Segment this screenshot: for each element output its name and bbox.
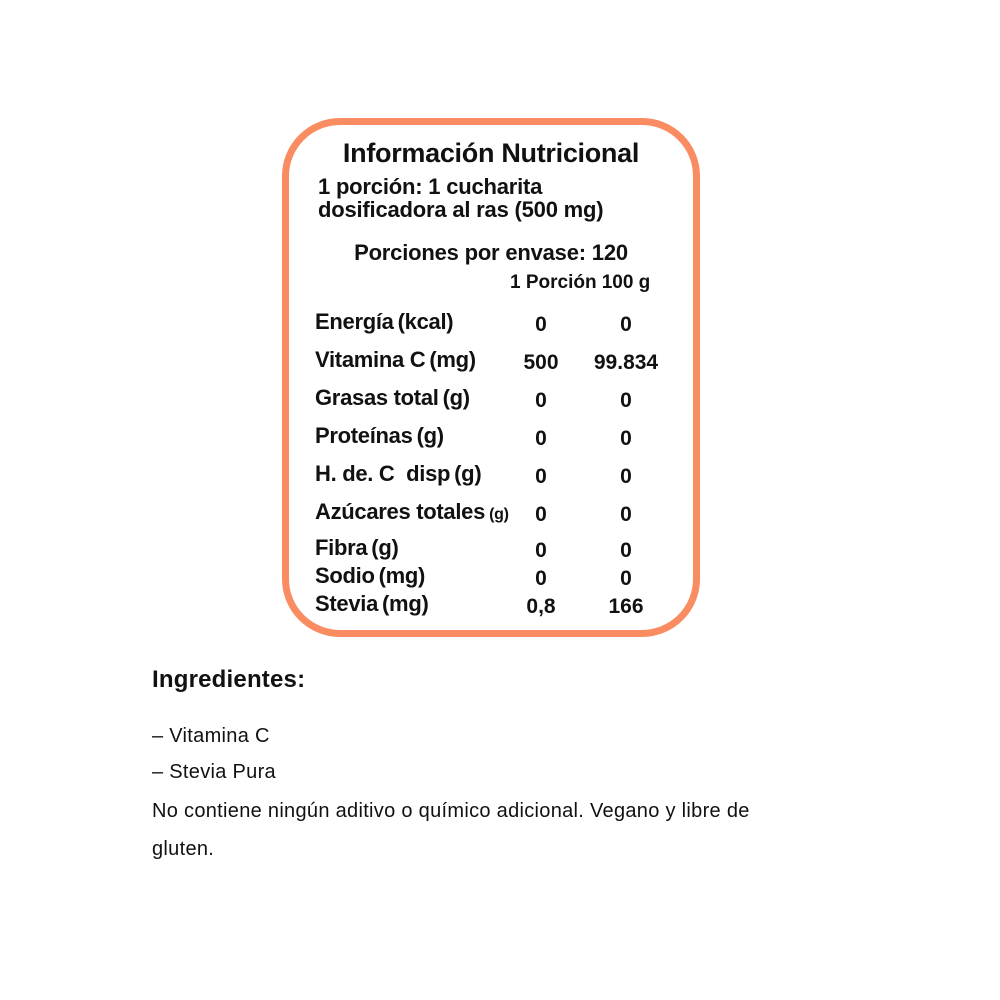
ingredients-heading: Ingredientes: [152, 666, 306, 693]
ingredients-note: No contiene ningún aditivo o químico adicional. Vegano y libre de gluten. [152, 800, 750, 860]
column-headers [289, 271, 693, 295]
nutrient-unit: (kcal) [397, 309, 454, 334]
value-per-100g: 0 [620, 313, 632, 336]
nutrient-name: Sodio [315, 563, 375, 588]
table-row-azucares [289, 500, 693, 527]
value-per-100g: 0 [620, 503, 632, 526]
nutrient-table [289, 310, 693, 616]
value-per-100g: 166 [608, 595, 644, 618]
nutrient-unit: (g) [416, 423, 444, 448]
nutrient-unit: (g) [454, 461, 482, 486]
nutrient-unit: (g) [442, 385, 470, 410]
value-per-serving: 0 [535, 427, 547, 450]
value-per-100g: 0 [620, 567, 632, 590]
column-header-per-serving: 1 Porción [510, 272, 597, 293]
nutrient-unit: (mg) [378, 563, 426, 588]
nutrient-unit: (mg) [382, 591, 429, 616]
value-per-serving: 0 [535, 503, 547, 526]
nutrient-unit: (g) [489, 506, 509, 523]
value-per-serving: 0 [535, 567, 547, 590]
column-header-per-100g: 100 g [601, 272, 651, 293]
table-row-stevia [289, 592, 693, 616]
value-per-100g: 0 [620, 539, 632, 562]
nutrient-name: Vitamina C [315, 347, 426, 372]
nutrient-unit: (mg) [429, 347, 476, 372]
panel-title: Información Nutricional [342, 138, 640, 168]
ingredient-item-stevia-pura: – Stevia Pura [152, 761, 276, 783]
servings-per-container: Porciones por envase: 120 [354, 240, 628, 265]
serving-size [289, 175, 693, 221]
value-per-100g: 0 [620, 465, 632, 488]
ingredients-section [152, 666, 807, 868]
value-per-serving: 0 [535, 313, 547, 336]
value-per-serving: 0 [535, 465, 547, 488]
nutrient-name: Azúcares totales [315, 499, 486, 524]
nutrient-name: Stevia [315, 591, 379, 616]
table-row-hdec [289, 462, 693, 486]
nutrient-unit: (g) [371, 535, 399, 560]
value-per-100g: 0 [620, 427, 632, 450]
value-per-serving: 0 [535, 539, 547, 562]
value-per-100g: 99.834 [593, 351, 659, 374]
nutrient-name: Energía [315, 309, 394, 334]
table-row-proteinas [289, 424, 693, 448]
nutrient-name: Grasas total [315, 385, 439, 410]
nutrient-name: Fibra [315, 535, 368, 560]
nutrition-facts-panel [282, 118, 700, 637]
table-row-fibra [289, 536, 693, 560]
serving-size-line1: 1 porción: 1 cucharita [318, 174, 543, 199]
table-row-energia [289, 310, 693, 334]
table-row-vitamina-c [289, 348, 693, 372]
value-per-serving: 0,8 [526, 595, 556, 618]
table-row-grasas [289, 386, 693, 410]
table-row-sodio [289, 564, 693, 588]
value-per-serving: 500 [523, 351, 559, 374]
ingredient-item-vitamina-c: – Vitamina C [152, 725, 270, 747]
nutrient-name: H. de. C disp [315, 461, 451, 486]
value-per-serving: 0 [535, 389, 547, 412]
nutrient-name: Proteínas [315, 423, 413, 448]
serving-size-line2: dosificadora al ras (500 mg) [318, 197, 604, 222]
value-per-100g: 0 [620, 389, 632, 412]
